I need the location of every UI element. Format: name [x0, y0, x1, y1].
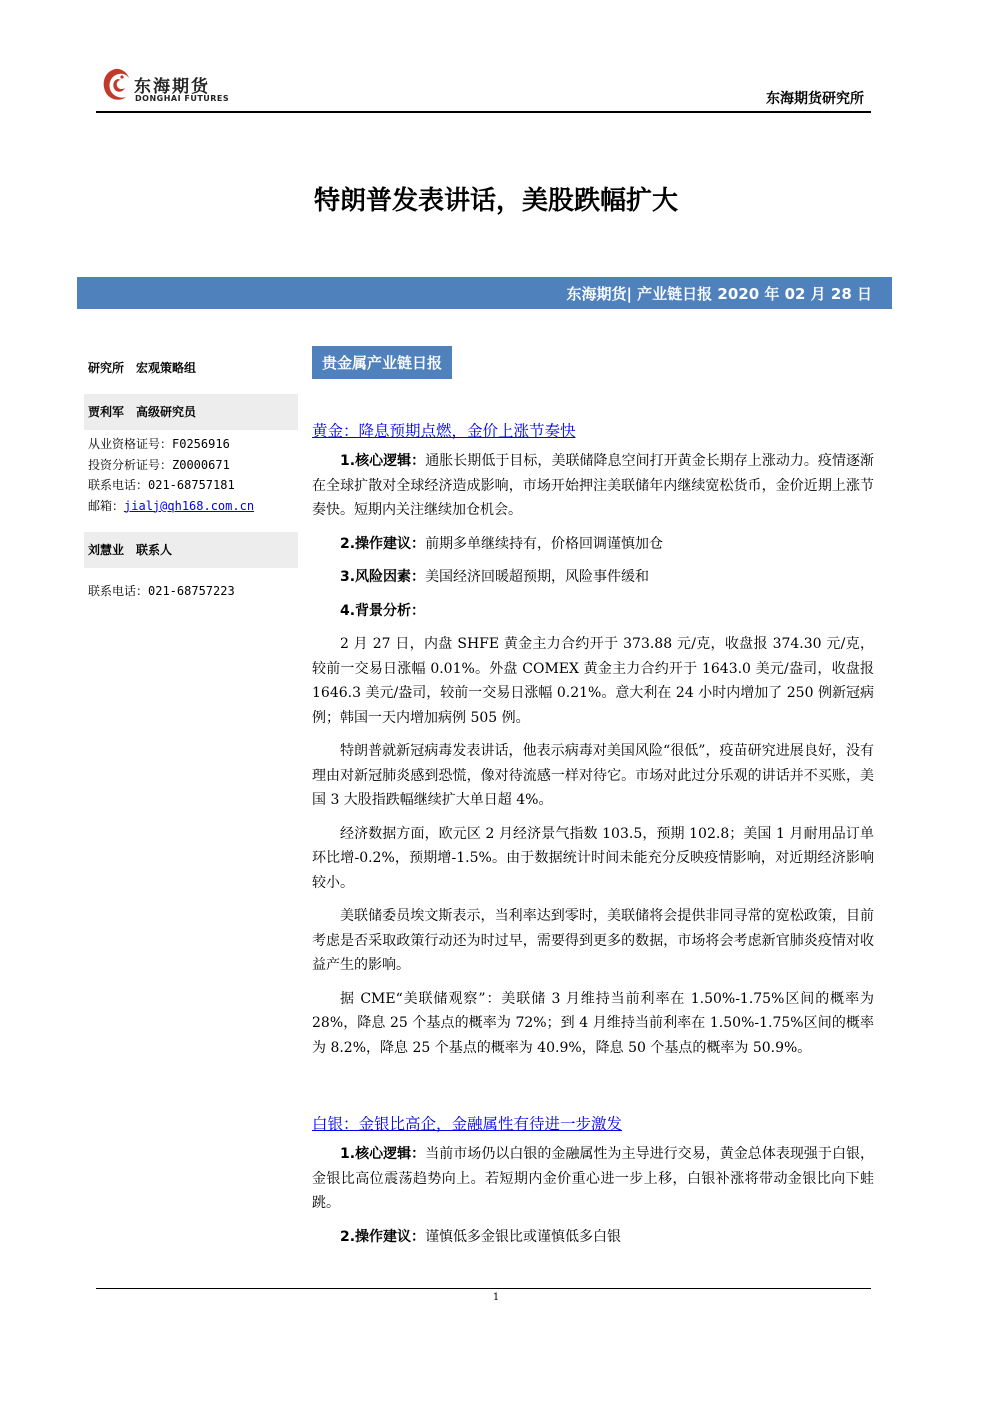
gold-background-3: 经济数据方面，欧元区 2 月经济景气指数 103.5，预期 102.8；美国 1 月耐用品订单环比增-0.2%，预期增-1.5%。由于数据统计时间未能充分反映疫情影响，对近期经济影响较小。 [312, 825, 874, 891]
gold-heading[interactable]: 黄金：降息预期点燃，金价上涨节奏快 [312, 422, 576, 440]
gold-background-2: 特朗普就新冠病毒发表讲话，他表示病毒对美国风险“很低”，疫苗研究进展良好，没有理由对新冠肺炎感到恐慌，像对待流感一样对待它。市场对此过分乐观的讲话并不买账，美国 3 大股指跌幅继续扩大单日超 4%。 [312, 743, 874, 808]
gold-operation [312, 532, 874, 557]
analyst2-phone: 联系电话：021-68757223 [88, 584, 235, 598]
banner-text: 东海期货| 产业链日报 2020 年 02 月 28 日 [566, 285, 872, 303]
gold-risk-label: 3.风险因素： [340, 569, 426, 585]
analyst-cert-number: 投资分析证号：Z0000671 [88, 457, 230, 472]
silver-operation-label: 2.操作建议： [340, 1228, 426, 1245]
gold-background-label-line [312, 599, 874, 624]
analyst2-header [84, 532, 298, 568]
gold-operation-label: 2.操作建议： [340, 535, 426, 552]
analyst1-name: 贾利军 [88, 405, 125, 419]
analyst2-title: 联系人 [136, 543, 173, 557]
analyst1-phone: 联系电话：021-68757181 [88, 478, 235, 492]
silver-operation [312, 1225, 874, 1250]
logo-chinese-text: 东海期货 [134, 77, 210, 97]
analyst2-name: 刘慧业 [88, 543, 125, 557]
gold-background-1: 2 月 27 日，内盘 SHFE 黄金主力合约开于 373.88 元/克，收盘报 374.30 元/克，较前一交易日涨幅 0.01%。外盘 COMEX 黄金主力合约开于 1643.0 美元/盎司，收盘报 1646.3 美元/盎司，较前一交易日涨幅 0.21%。意大利在 24 小时内增加了 250 例新冠病例；韩国一天内增加病例 505 例。 [312, 636, 874, 726]
analyst2-details [84, 568, 298, 602]
header-org-name: 东海期货研究所 [766, 91, 864, 107]
dept-label: 研究所 [88, 361, 125, 375]
gold-core-logic-text: 通胀长期低于目标，美联储降息空间打开黄金长期存上涨动力。疫情逐渐在全球扩散对全球经济造成影响，市场开始押注美联储年内继续宽松货币，金价近期上涨节奏快。短期内关注继续加仓机会。 [312, 453, 875, 518]
gold-background-label: 4.背景分析： [340, 602, 426, 619]
analyst1-title: 高级研究员 [136, 405, 197, 419]
author-sidebar [84, 350, 298, 602]
silver-operation-text: 谨慎低多金银比或谨慎低多白银 [425, 1228, 622, 1245]
gold-risk [312, 565, 874, 590]
logo-english-text: DONGHAI FUTURES [135, 94, 230, 103]
analyst1-details [84, 430, 298, 516]
page-number: 1 [492, 1292, 500, 1303]
section-tag: 贵金属产业链日报 [312, 346, 452, 379]
analyst1-header [84, 394, 298, 430]
dragon-logo-icon [98, 66, 132, 106]
report-body [312, 346, 874, 1249]
silver-core-logic-text: 当前市场仍以白银的金融属性为主导进行交易，黄金总体表现强于白银，金银比高位震荡趋势向上。若短期内金价重心进一步上移，白银补涨将带动金银比向下蛙跳。 [312, 1146, 875, 1211]
silver-core-logic [312, 1142, 874, 1216]
email-link[interactable]: jialj@qh168.com.cn [124, 498, 255, 513]
gold-background-5: 据 CME“美联储观察”：美联储 3 月维持当前利率在 1.50%-1.75%区间的概率为 28%，降息 25 个基点的概率为 72%；到 4 月维持当前利率在 1.50%-1.75%区间的概率为 8.2%，降息 25 个基点的概率为 40.9%，降息 50 个基点的概率为 50.9%。 [312, 990, 874, 1056]
dept-group: 宏观策略组 [136, 361, 197, 375]
company-logo [98, 66, 238, 110]
email-line [88, 496, 298, 517]
gold-core-logic-label: 1.核心逻辑： [340, 453, 426, 469]
gold-operation-text: 前期多单继续持有，价格回调谨慎加仓 [425, 535, 664, 552]
silver-heading[interactable]: 白银：金银比高企，金融属性有待进一步激发 [312, 1115, 623, 1133]
gold-background-4: 美联储委员埃文斯表示，当利率达到零时，美联储将会提供非同寻常的宽松政策，目前考虑是否采取政策行动还为时过早，需要得到更多的数据，市场将会考虑新官肺炎疫情对收益产生的影响。 [312, 908, 874, 973]
qualification-number: 从业资格证号：F0256916 [88, 437, 230, 451]
gold-risk-text: 美国经济回暖超预期，风险事件缓和 [425, 569, 650, 585]
report-banner [77, 277, 892, 309]
email-label: 邮箱： [88, 498, 125, 513]
gold-core-logic [312, 449, 874, 523]
silver-core-logic-label: 1.核心逻辑： [340, 1146, 426, 1162]
footer-divider [96, 1288, 871, 1289]
sidebar-dept [84, 350, 298, 386]
page-title: 特朗普发表讲话，美股跌幅扩大 [313, 186, 678, 216]
header-divider [96, 111, 871, 113]
